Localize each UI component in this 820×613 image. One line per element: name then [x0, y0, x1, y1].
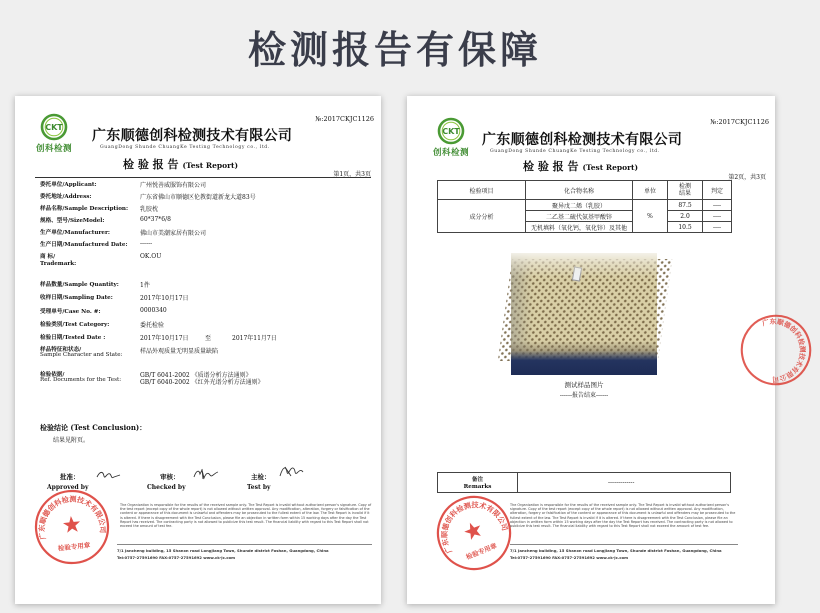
tester-label: 主检： [251, 473, 271, 481]
photo-caption: 测试样品图片 [564, 381, 604, 389]
field-value: 1件 [140, 282, 150, 289]
report-title-cn: 检 验 报 告 [123, 158, 179, 171]
footer-address: 7/1 Jancheng building, 15 Shanxn road Longjiang Town, Shunde district Foshan, Guangdong, China [117, 548, 329, 553]
result-cell: 87.5 [668, 200, 703, 211]
logo-mark: CKT [45, 123, 63, 133]
result-cell: 10.5 [668, 222, 703, 233]
report-title-cn: 检 验 报 告 [523, 160, 579, 173]
approved-signature [95, 468, 123, 483]
page-number: 第1页，共3页 [333, 171, 371, 178]
field-label-en: Trademark: [40, 261, 77, 267]
table-header-row [438, 181, 732, 200]
field-value: 样品外观质量无明显质量缺陷 [140, 348, 219, 355]
field-label-en: Sample Character and State: [40, 352, 123, 358]
unit-cell: % [633, 200, 668, 233]
company-seal-icon [422, 481, 526, 585]
results-table [437, 180, 732, 233]
field-value: 2017年10月17日 [140, 335, 189, 342]
footer-contact: Tel:0757-27591690 FAX:0757-27591692 www.ck-jc.com [510, 555, 629, 560]
seam-seal-text: 广东顺德创科检测技术有限公司 [761, 317, 807, 384]
verdict-cell: ---- [703, 222, 732, 233]
header-result [668, 181, 703, 200]
sample-photo [511, 253, 657, 375]
tester-label-en: Test by [247, 484, 271, 491]
header-result-text: 检测结果 [678, 183, 691, 197]
compound-cell: 聚异戊二烯（乳胶） [526, 200, 633, 211]
verdict-cell: ---- [703, 211, 732, 222]
company-logo-icon [40, 113, 68, 141]
page-title: 检测报告有保障 [247, 28, 542, 72]
footer-contact: Tel:0757-27591690 FAX:0757-27591692 www.ck-jc.com [117, 555, 236, 560]
svg-text:广东顺德创科检测技术有限公司 [34, 491, 109, 541]
conclusion-text: 结果见附页。 [53, 437, 90, 444]
report-title-en: (Test Report) [582, 163, 639, 172]
field-value: 广州悦善威服饰有限公司 [140, 182, 207, 189]
remarks-label: 备注 [471, 477, 484, 483]
footer-divider [510, 544, 738, 545]
checked-signature [192, 467, 220, 482]
field-value: 乳胶枕 [140, 206, 159, 213]
company-name-cn: 广东顺德创科检测技术有限公司 [92, 128, 293, 144]
header-verdict: 判定 [703, 181, 732, 200]
report-title [123, 156, 238, 172]
compound-cell: 二乙基二硫代氨基甲酸锌 [526, 211, 633, 222]
test-item-cell: 成分分析 [438, 200, 526, 233]
report-number: №:2017CKJC1126 [315, 115, 374, 123]
field-label: 委托地址/Address: [40, 194, 92, 200]
svg-text:广东顺德创科检测技术有限公司 [761, 311, 813, 385]
page-number: 第2页，共3页 [728, 174, 766, 181]
company-name-cn: 广东顺德创科检测技术有限公司 [482, 132, 683, 148]
seal-center-text: 检验专用章 [464, 541, 499, 562]
approved-label-en: Approved by [47, 484, 89, 491]
company-logo-icon [437, 117, 465, 145]
report-end-note: ------报告结束------ [559, 392, 609, 399]
field-label: 受理单号/Case No. #: [40, 309, 101, 315]
seam-seal-icon [732, 306, 820, 394]
field-label: 生产日期/Manufactured Date: [40, 242, 128, 248]
field-value-2: GB/T 6040-2002 《红外光谱分析方法通则》 [140, 379, 264, 386]
field-value: 广东省佛山市顺德区伦教街道新龙大道83号 [140, 194, 256, 201]
field-value: 2017年10月17日 [140, 295, 189, 302]
field-value: 佛山市美潮家居有限公司 [140, 230, 207, 237]
compound-cell: 无机填料（氧化钙，氧化锌）及其他 [526, 222, 633, 233]
conclusion-label: 检验结论 (Test Conclusion)： [40, 423, 147, 432]
report-number: №:2017CKJC1126 [710, 118, 769, 126]
report-page-2 [407, 96, 807, 604]
field-value: 60*37*6/8 [140, 216, 171, 223]
remarks-label-en: Remarks [463, 484, 492, 490]
footer-divider [117, 544, 372, 545]
approved-label: 批准： [60, 473, 80, 481]
company-name-en: GuangDong Shunde ChuangKe Testing Technology co., ltd. [100, 145, 270, 150]
report-title [523, 158, 638, 174]
header-test-item: 检验项目 [438, 181, 526, 200]
report-title-en: (Test Report) [182, 161, 239, 170]
field-value: 委托检验 [140, 322, 165, 329]
field-label: 样品数量/Sample Quantity: [40, 282, 119, 288]
field-value: OK.OU [140, 253, 162, 260]
field-label: 委托单位/Applicant: [40, 182, 97, 188]
field-label: 样品名称/Sample Description: [40, 206, 129, 212]
logo-name: 创科检测 [36, 144, 73, 154]
field-value-end: 2017年11月7日 [232, 335, 277, 342]
footer-disclaimer: The Organization is responsible for the results of the received sample only. The Test Report is invalid without authorized person's signature. Copy of the test report (except copy of the whole report) is not allowed without written approval. Any modification, alteration, forgery or falsification of the content or appearance of this document is unlawful and offenders may be prosecuted to the fullest extent of the law. The Test Report is invalid if it is altered. If there is disagreement with the Test Conclusion, please file an objection in written form within 15 working days after the day the Test Report has received. The contracting party is not allowed to publicize this test result. The financial liability with regard to this Test Report shall not exceed the amount of test fee. [120, 503, 372, 529]
field-label: 样品特征和状态/ [40, 347, 82, 353]
remarks-value: ------------- [608, 479, 635, 486]
field-label: 检验依据/ [40, 372, 65, 378]
header-compound: 化合物名称 [526, 181, 633, 200]
seal-ring-text: 广东顺德创科检测技术有限公司 [37, 494, 108, 541]
seal-center-text: 检验专用章 [57, 541, 91, 553]
photo-background [511, 253, 657, 375]
checked-label: 审核： [160, 473, 180, 481]
field-label: 生产单位/Manufacturer: [40, 230, 110, 236]
footer-disclaimer: The Organization is responsible for the results of the received sample only. The Test Report is invalid without authorized person's signature. Copy of the test report (except copy of the whole report) is not allowed without written approval. Any modification, alteration, forgery or falsification of the content or appearance of this document is unlawful and offenders may be prosecuted to the fullest extent of the law. The Test Report is invalid if it is altered. If there is disagreement with the Test Conclusion, please file an objection in written form within 15 working days after the day the Test Report has received. The contracting party is not allowed to publicize this test result. The financial liability with regard to this Test Report shall not exceed the amount of test fee. [510, 503, 736, 529]
field-label: 检验类别/Test Category: [40, 322, 110, 328]
logo-mark: CKT [442, 127, 460, 137]
date-range-separator: 至 [205, 335, 212, 342]
field-label: 检验日期/Tested Date : [40, 335, 106, 341]
company-name-en: GuangDong Shunde ChuangKe Testing Technology co., ltd. [490, 149, 660, 154]
field-value: ------ [140, 240, 153, 247]
footer-address: 7/1 Jancheng building, 15 Shanxn road Longjiang Town, Shunde district Foshan, Guangdong, China [510, 548, 722, 553]
table-row [438, 200, 732, 211]
logo-name: 创科检测 [433, 148, 470, 158]
company-seal-icon [28, 483, 116, 571]
field-value: GB/T 6041-2002 《质谱分析方法通则》 [140, 372, 252, 379]
checked-label-en: Checked by [147, 484, 186, 491]
field-value: 0000340 [140, 307, 167, 314]
field-label-en: Ref. Documents for the Test: [40, 377, 122, 383]
field-label: 收样日期/Sampling Date: [40, 295, 113, 301]
report-page-1 [15, 96, 381, 604]
field-label: 商 标/ [40, 254, 56, 260]
header-unit: 单位 [633, 181, 668, 200]
verdict-cell: ---- [703, 200, 732, 211]
header-divider [35, 177, 371, 178]
result-cell: 2.0 [668, 211, 703, 222]
field-label: 规格、型号/SizeModel: [40, 218, 105, 224]
seal-ring-text: 广东顺德创科检测技术有限公司 [439, 500, 510, 556]
tester-signature [277, 464, 305, 479]
